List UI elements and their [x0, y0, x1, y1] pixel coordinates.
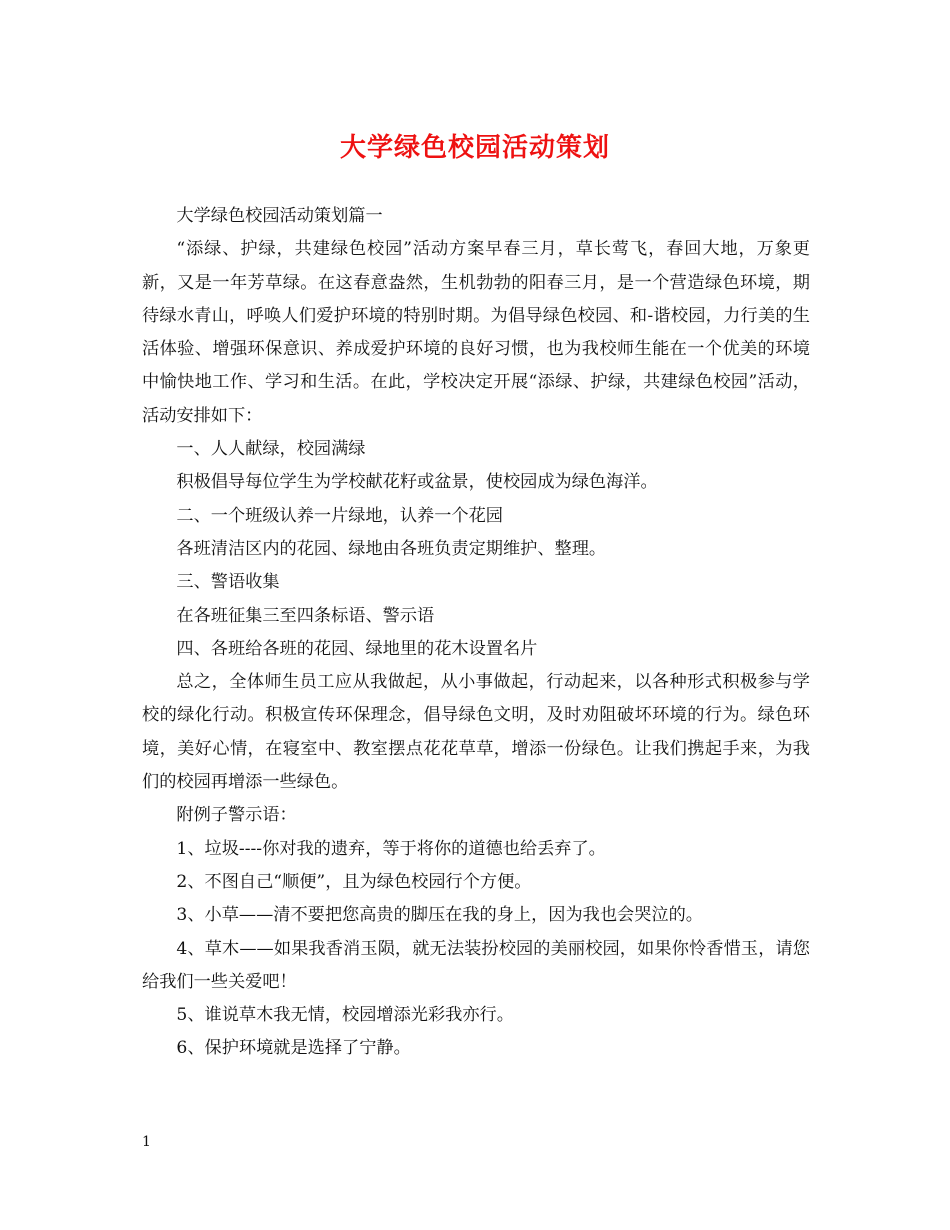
summary-paragraph: 总之，全体师生员工应从我做起，从小事做起，行动起来，以各种形式积极参与学校的绿化行动。积极宣传环保理念，倡导绿色文明，及时劝阻破坏环境的行为。绿色环境，美好心情，在寝室中、教室摆点花花草草，增添一份绿色。让我们携起手来，为我们的校园再增添一些绿色。 [142, 672, 810, 793]
page-number: 1 [142, 1134, 151, 1150]
item-heading-4: 四、各班给各班的花园、绿地里的花木设置名片 [176, 638, 538, 659]
item-heading-2: 二、一个班级认养一片绿地，认养一个花园 [176, 505, 503, 526]
slogan-2: 2、不图自己“顺便”，且为绿色校园行个方便。 [176, 871, 532, 892]
item-text-2: 各班清洁区内的花园、绿地由各班负责定期维护、整理。 [176, 538, 607, 559]
slogan-4: 4、草木——如果我香消玉陨，就无法装扮校园的美丽校园，如果你怜香惜玉，请您给我们一些关爱吧！ [142, 938, 810, 992]
slogans-heading: 附例子警示语： [176, 805, 297, 826]
item-heading-1: 一、人人献绿，校园满绿 [176, 439, 366, 460]
slogan-5: 5、谁说草木我无情，校园增添光彩我亦行。 [176, 1005, 514, 1026]
slogan-6: 6、保护环境就是选择了宁静。 [176, 1038, 411, 1059]
document-title: 大学绿色校园活动策划 [339, 133, 610, 163]
slogan-1: 1、垃圾----你对我的遗弃，等于将你的道德也给丢弃了。 [176, 838, 606, 859]
item-text-3: 在各班征集三至四条标语、警示语 [176, 605, 435, 626]
intro-paragraph: “添绿、护绿，共建绿色校园”活动方案早春三月，草长莺飞，春回大地，万象更新，又是一年芳草绿。在这春意盎然，生机勃勃的阳春三月，是一个营造绿色环境，期待绿水青山，呼唤人们爱护环境的特别时期。为倡导绿色校园、和-谐校园，力行美的生活体验、增强环保意识、养成爱护环境的良好习惯，也为我校师生能在一个优美的环境中愉快地工作、学习和生活。在此，学校决定开展“添绿、护绿，共建绿色校园”活动，活动安排如下： [142, 239, 810, 426]
item-heading-3: 三、警语收集 [176, 572, 280, 593]
slogan-3: 3、小草——清不要把您高贵的脚压在我的身上，因为我也会哭泣的。 [176, 905, 703, 926]
section-heading: 大学绿色校园活动策划篇一 [176, 206, 383, 226]
item-text-1: 积极倡导每位学生为学校献花籽或盆景，使校园成为绿色海洋。 [176, 472, 658, 493]
document-body [142, 200, 810, 1066]
